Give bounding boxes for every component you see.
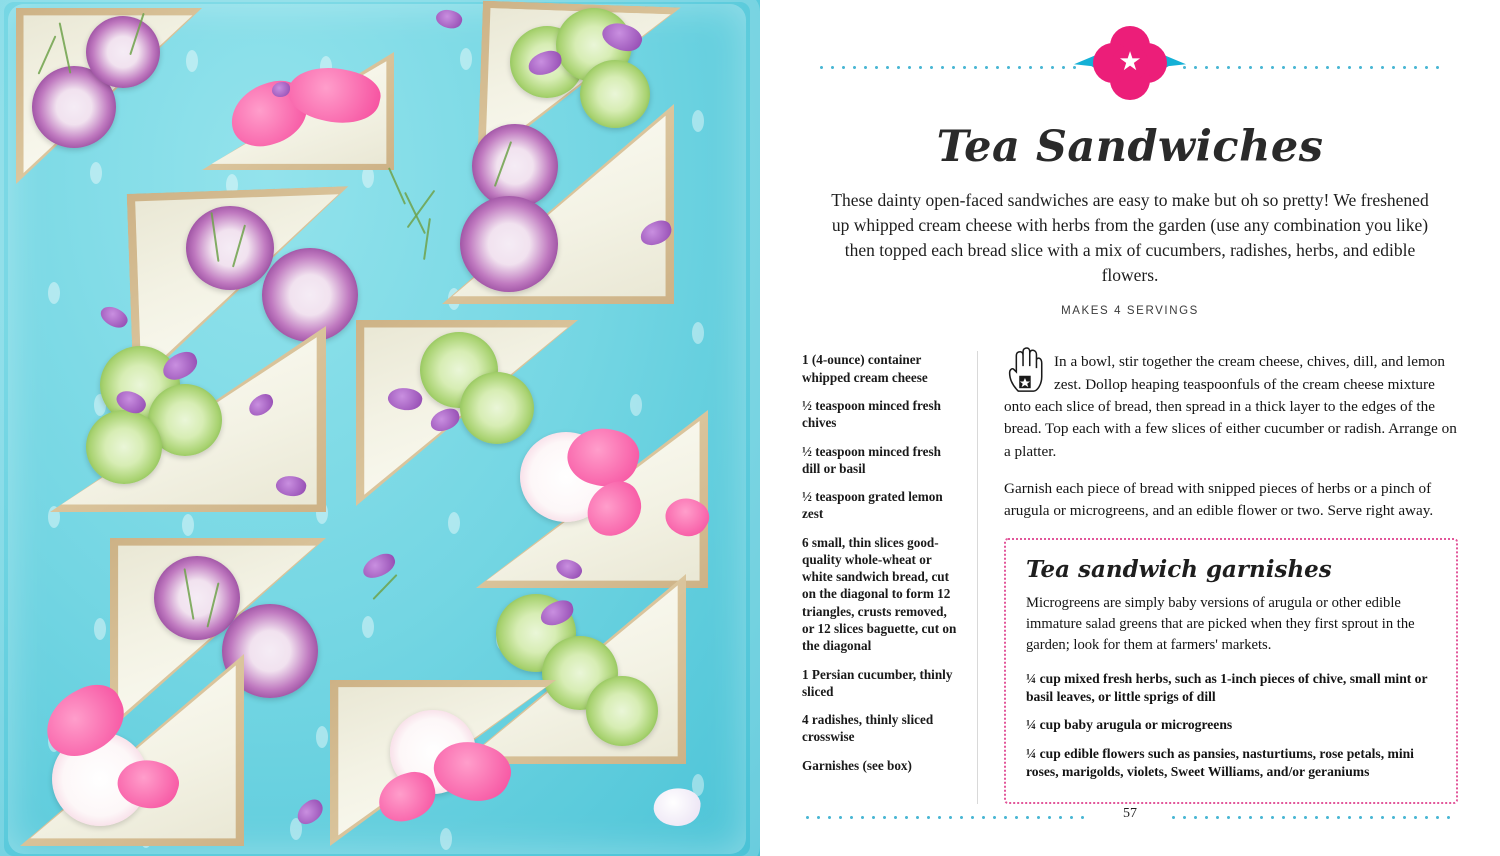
list-item: 1 (4-ounce) container whipped cream cheese [802,352,928,385]
method-step-2: Garnish each piece of bread with snipped pieces of herbs or a pinch of arugula or microgreens, and an edible flower or two. Serve right away. [1004,480,1434,520]
star-icon: ★ [1118,46,1142,76]
ingredients-list [802,351,978,803]
dotted-rule-right [1179,66,1444,69]
method-steps [1004,351,1458,803]
dotted-rule-left [802,816,1092,819]
dotted-rule-left [816,66,1081,69]
recipe-body [802,351,1458,803]
list-item: ¼ cup mixed fresh herbs, such as 1-inch pieces of chive, small mint or basil leaves, or little sprigs of dill [1026,670,1428,705]
garnish-sidebar-title: Tea sandwich garnishes [1026,555,1332,583]
list-item: Garnishes (see box) [802,757,912,773]
list-item: ½ teaspoon minced fresh dill or basil [802,443,941,476]
garnish-sidebar [1004,538,1458,804]
list-item: 6 small, thin slices good-quality whole-wheat or white sandwich bread, cut on the diagonal to form 12 triangles, crusts removed, or 12 slices baguette, cut on the diagonal [802,534,957,654]
recipe-page [760,0,1500,856]
list-item: ½ teaspoon minced fresh chives [802,397,941,431]
method-step-1: In a bowl, stir together the cream cheese, chives, dill, and lemon zest. Dollop heaping teaspoonfuls of the cream cheese mixture onto each slice of bread, then spread in a thick layer to the edges of the bread. Top each with a few slices of either cucumber or radish. Arrange on a platter. [1004,353,1457,460]
list-item: ½ teaspoon grated lemon zest [802,489,943,522]
dotted-rule-right [1168,816,1458,819]
garnish-sidebar-body: Microgreens are simply baby versions of arugula or other edible immature salad greens that are picked when they first sprout in the garden; look for them at farmers' markets. [1026,594,1415,653]
flower-icon [1093,26,1167,100]
list-item: ¼ cup baby arugula or microgreens [1026,717,1233,733]
page-title: Tea Sandwiches [936,122,1324,172]
pointing-hand-icon [1004,347,1044,393]
list-item: 1 Persian cucumber, thinly sliced [802,666,953,699]
header-ornament [802,0,1458,118]
list-item: ¼ cup edible flowers such as pansies, nasturtiums, rose petals, mini roses, marigolds, violets, Sweet Williams, and/or geraniums [1026,745,1414,780]
recipe-intro: These dainty open-faced sandwiches are easy to make but oh so pretty! We freshened up whipped cream cheese with herbs from the garden (use any combination you like) then topped each bread slice with a mix of cucumbers, radishes, herbs, and edible flowers. [831,190,1429,285]
list-item: 4 radishes, thinly sliced crosswise [802,712,934,745]
page-number: 57 [1123,806,1137,821]
recipe-yield: MAKES 4 SERVINGS [1061,305,1199,318]
page-footer [802,806,1458,824]
